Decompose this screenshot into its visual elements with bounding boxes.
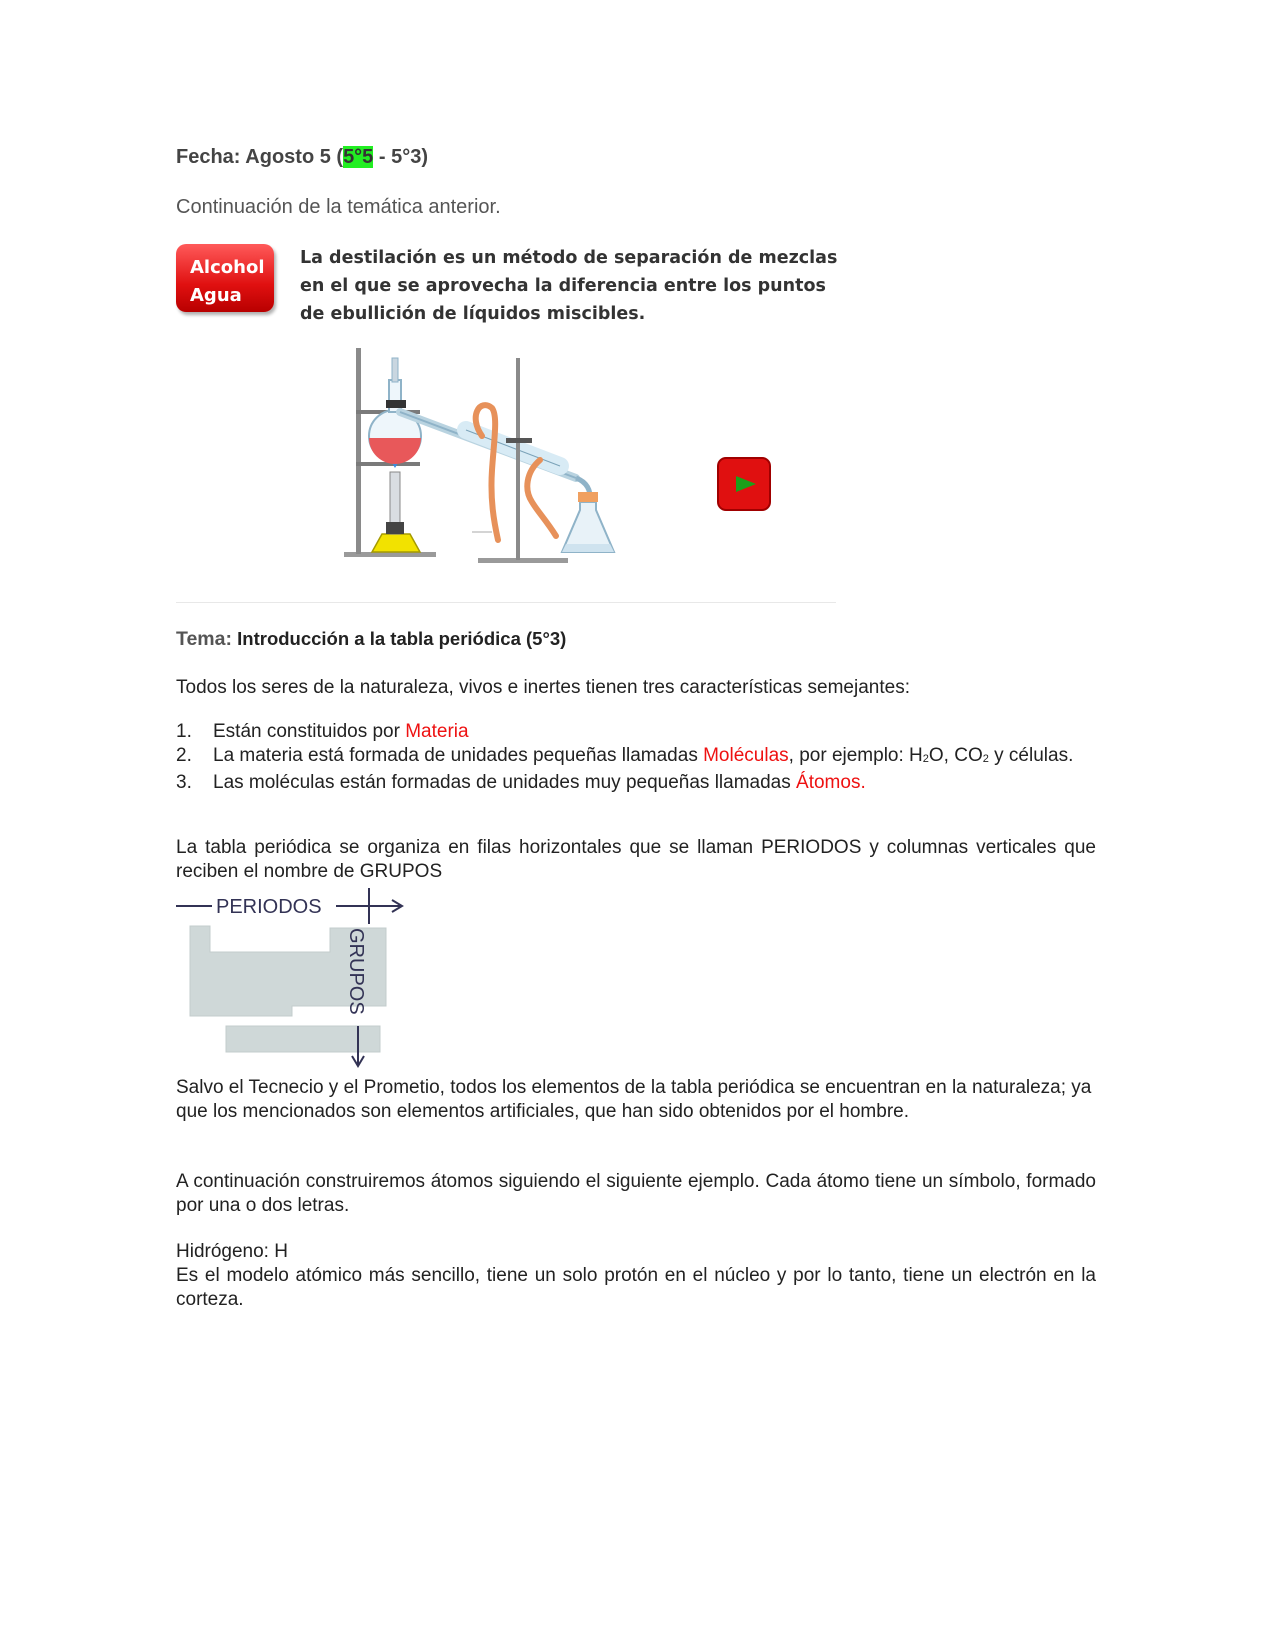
date-highlight: 5°5	[343, 146, 374, 168]
distillation-figure	[176, 240, 836, 600]
list-item: 2. La materia está formada de unidades pequeñas llamadas Moléculas, por ejemplo: $H_2O$, $CO_2$ y células.	[176, 745, 1074, 766]
play-button[interactable]	[718, 458, 770, 510]
construct-atoms-paragraph: A continuación construiremos átomos siguiendo el siguiente ejemplo. Cada átomo tiene un símbolo, formado por una o dos letras.	[176, 1171, 1096, 1216]
periodic-table-diagram	[176, 888, 416, 1070]
erlenmeyer-icon	[562, 492, 614, 552]
topic-heading: Tema: Introducción a la tabla periódica (5°3)	[176, 628, 567, 650]
list-item: 3. Las moléculas están formadas de unidades muy pequeñas llamadas Átomos.	[176, 772, 866, 793]
characteristics-list	[176, 720, 1096, 795]
distillation-apparatus	[176, 240, 836, 600]
hydrogen-title: Hidrógeno: H	[176, 1241, 288, 1262]
alcohol-water-button[interactable]: Alcohol Agua	[176, 244, 274, 312]
artificial-elements-paragraph: Salvo el Tecnecio y el Prometio, todos los elementos de la tabla periódica se encuentran en la naturaleza; ya que los mencionados son elementos artificiales, que han sido obtenidos por el hombre.	[176, 1077, 1092, 1122]
intro-paragraph: Todos los seres de la naturaleza, vivos e inertes tienen tres características semejantes:	[176, 677, 910, 698]
list-item: 1. Están constituidos por Materia	[176, 721, 469, 742]
table-organization-paragraph: La tabla periódica se organiza en filas horizontales que se llaman PERIODOS y columnas verticales que reciben el nombre de GRUPOS	[176, 837, 1096, 882]
periods-label: PERIODOS	[216, 896, 322, 918]
subtitle: Continuación de la temática anterior.	[176, 196, 501, 218]
distillation-definition: La destilación es un método de separación de mezclas en el que se aprovecha la diferencia entre los puntos de ebullición de líquidos miscibles.	[300, 248, 838, 324]
figure-divider	[176, 602, 836, 603]
hydrogen-description: Es el modelo atómico más sencillo, tiene un solo protón en el núcleo y por lo tanto, tiene un electrón en la corteza.	[176, 1265, 1096, 1310]
groups-label: GRUPOS	[345, 928, 367, 1015]
date-heading: Fecha: Agosto 5 (5°5 - 5°3)	[176, 146, 428, 168]
